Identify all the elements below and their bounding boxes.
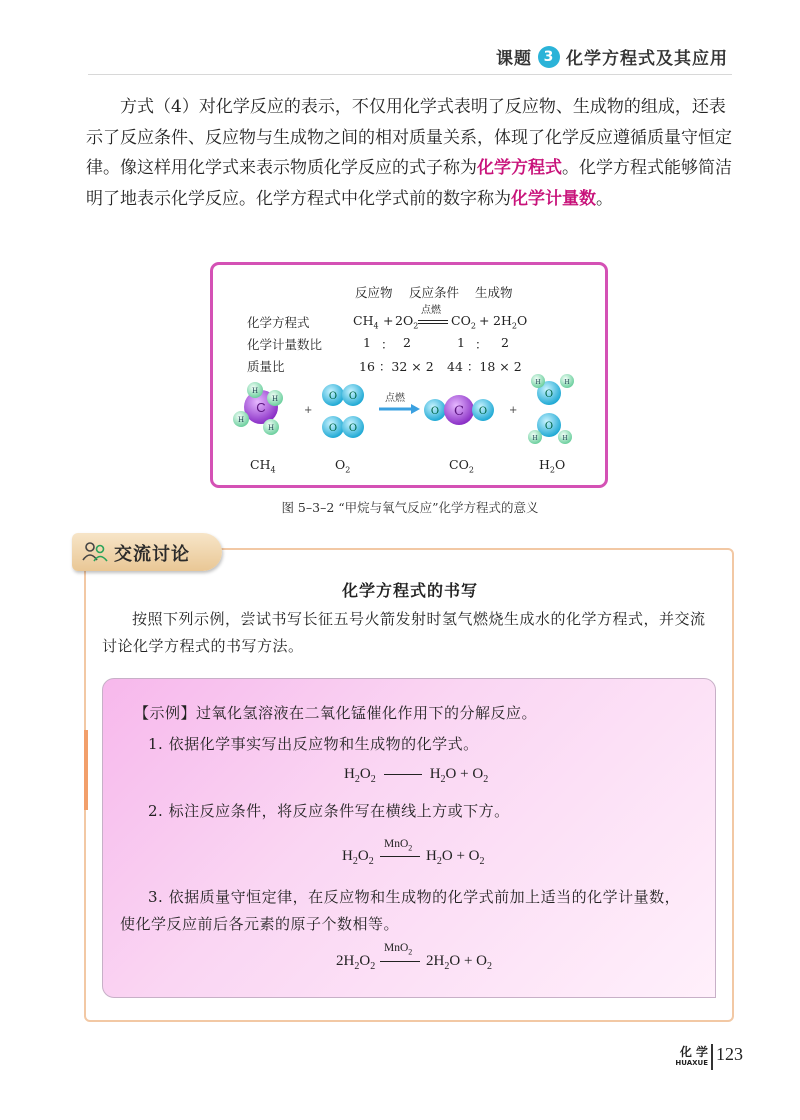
chapter-prefix: 课题 [496,49,532,69]
o2-molecules [322,384,364,438]
svg-text:O: O [430,406,440,417]
eq-plus-1: + [383,313,394,328]
intro-paragraph [86,92,738,214]
svg-text:H: H [267,424,275,432]
svg-text:O: O [348,423,358,434]
people-icon [82,540,108,564]
arrow-condition: 点燃 [385,393,405,404]
step-3-line-2: 使化学反应前后各元素的原子个数相等。 [120,915,400,933]
svg-text:O: O [348,391,358,402]
equation-2-right: $H_2O + O_2$ [426,848,485,867]
mass-left: 16 ：32 × 2 [359,359,434,374]
svg-text:O: O [544,389,554,400]
step-1: 1. 依据化学事实写出反应物和生成物的化学式。 [148,735,479,753]
molecule-diagram [213,265,605,485]
svg-text:H: H [271,395,279,403]
example-label: 【示例】 [134,704,197,722]
example-intro [134,702,537,723]
term-chemical-equation: 化学方程式 [477,158,562,178]
ch4-c-label: C [256,400,266,415]
svg-text:C: C [454,404,464,419]
label-ch4: $CH_4$ [250,457,276,475]
term-stoichiometric-coefficient: 化学计量数 [511,188,596,209]
svg-text:H: H [564,379,570,386]
ratio-ch4: 1 [363,335,371,350]
equation-3-catalyst: MnO$_2$ [384,942,413,957]
mass-right: 44 ：18 × 2 [447,359,522,374]
svg-text:H: H [532,435,538,442]
svg-text:H: H [237,416,245,424]
chapter-title: 化学方程式及其应用 [566,49,728,69]
discussion-side-stripe [84,730,88,810]
discussion-title: 化学方程式的书写 [341,581,478,600]
equation-3-line [380,961,420,962]
equation-2-line [380,856,420,857]
svg-text:O: O [544,421,554,432]
eq-condition: 点燃 [421,305,441,316]
discussion-text: 按照下列示例，尝试书写长征五号火箭发射时氢气燃烧生成水的化学方程式，并交流讨论化学方程式的书写方法。 [102,610,706,655]
header-divider [88,74,732,75]
chapter-number-badge: 3 [538,46,560,68]
ratio-o2: 2 [403,335,411,350]
intro-text-3: 。 [596,188,613,209]
svg-text:O: O [328,423,338,434]
svg-text:H: H [562,435,568,442]
example-text: 过氧化氢溶液在二氧化锰催化作用下的分解反应。 [196,704,538,722]
step-2: 2. 标注反应条件，将反应条件写在横线上方或下方。 [148,802,510,820]
svg-text:H: H [251,387,259,395]
row-label-ratio: 化学计量数比 [247,337,323,352]
equation-3-right: $2H_2O + O_2$ [426,953,492,972]
ratio-co2: 1 [457,335,465,350]
eq-plus-2: + [479,313,490,328]
co2-molecule [424,395,494,425]
label-h2o: $H_2O$ [539,457,566,475]
col-reactants: 反应物 [355,285,393,300]
footer-subject-cn: 化 学 [679,1045,708,1059]
footer-subject [672,1046,708,1068]
footer-subject-pinyin: HUAXUE [675,1059,708,1067]
svg-text:H: H [535,379,541,386]
eq-2o2: $2O_2$ [395,313,419,331]
ratio-h2o: 2 [501,335,509,350]
intro-text-2: 。化学方程式能够简洁明了地表示化学反应。化学方程式中化学式前的数字称为 [86,158,732,209]
equation-2-catalyst: MnO$_2$ [384,838,413,853]
ratio-colon-1: ： [381,337,394,352]
figure-box [210,262,608,488]
eq-2h2o: $2H_2O$ [493,313,528,331]
label-co2: $CO_2$ [449,457,474,475]
footer-divider [711,1044,713,1070]
row-label-mass: 质量比 [247,359,285,374]
equation-1-line [384,774,422,776]
reaction-arrowhead [411,404,420,414]
svg-text:O: O [328,391,338,402]
eq-ch4: $CH_4$ [353,313,379,331]
plus-sign-1: + [304,405,313,416]
equation-3-left: $2H_2O_2$ [336,953,376,972]
equation-1: $H_2O_2$ $H_2O + O_2$ [344,766,489,785]
label-o2: $O_2$ [335,457,351,475]
intro-text-1: 方式（4）对化学反应的表示，不仅用化学式表明了反应物、生成物的组成，还表示了反应条件、反应物与生成物之间的相对质量关系，体现了化学反应遵循质量守恒定律。像这样用化学式来表示物质化学反应的式子称为 [86,97,732,178]
figure-caption: 图 5–3–2 “甲烷与氧气反应”化学方程式的意义 [281,500,539,515]
ratio-colon-2: ： [475,337,488,352]
chapter-header [496,44,728,69]
equation-2-left: $H_2O_2$ [342,848,374,867]
h2o-molecules [528,374,574,444]
page-number: 123 [716,1044,743,1064]
svg-text:O: O [478,406,488,417]
step-3-line-1: 3. 依据质量守恒定律，在反应物和生成物的化学式前加上适当的化学计量数， [148,888,681,906]
col-products: 生成物 [475,285,513,300]
ch4-molecule [233,382,283,435]
col-condition: 反应条件 [409,285,460,300]
plus-sign-2: + [509,405,518,416]
row-label-equation: 化学方程式 [247,315,310,330]
discussion-tag [72,533,222,571]
discussion-tag-label: 交流讨论 [114,544,190,565]
eq-co2: $CO_2$ [451,313,476,331]
